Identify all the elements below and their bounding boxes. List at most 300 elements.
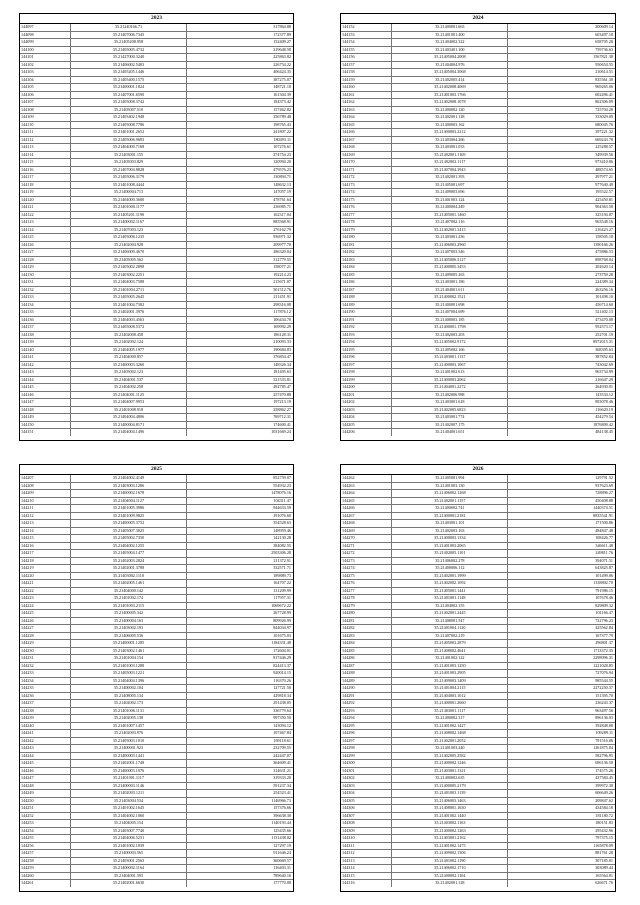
row-amount-cell: 162317.04	[273, 211, 291, 217]
row-id-cell: 144143	[20, 369, 71, 376]
row-amount-cell: 147057.19	[273, 189, 291, 194]
row-amount-cell: 797375.15	[595, 835, 613, 840]
row-id-cell: 144105	[20, 84, 71, 91]
row-id-cell: 144123	[20, 219, 71, 226]
row-id-cell: 144102	[20, 62, 71, 69]
row-code-cell: 35.21400002.317	[392, 715, 508, 722]
row-id-cell: 144127	[20, 249, 71, 256]
row-amount-cell: 817446.29	[273, 655, 291, 660]
row-code-cell: 35.21403001.618	[392, 399, 508, 406]
row-id-cell: 144294	[341, 715, 392, 722]
row-id-cell: 144224	[20, 603, 71, 610]
row-amount-cell: 152409.27	[273, 39, 291, 44]
row-id-cell: 144291	[341, 693, 392, 700]
table-row	[341, 129, 615, 137]
table-row	[20, 715, 293, 723]
row-id-cell: 144283	[341, 633, 392, 640]
row-id-cell: 144225	[20, 610, 71, 617]
table-body	[20, 24, 293, 436]
table-row	[20, 324, 293, 332]
table-row	[341, 483, 615, 491]
table-row	[341, 242, 615, 250]
table-row	[20, 843, 293, 851]
table-row	[20, 550, 293, 558]
table-row	[341, 708, 615, 716]
table-row	[20, 790, 293, 798]
row-code-cell: 35.21400003.2212	[392, 129, 508, 136]
row-amount-cell: 101499.06	[595, 572, 613, 578]
table-row	[20, 558, 293, 566]
row-code-cell: 35.21405005.562	[71, 257, 187, 264]
row-code-cell: 35.21404001.651	[392, 429, 508, 436]
table-row	[341, 167, 615, 175]
table-row	[20, 414, 293, 422]
table-row	[341, 880, 615, 887]
row-amount-cell: 397221.32	[595, 129, 613, 134]
table-2023	[19, 13, 294, 441]
row-id-cell: 144315	[341, 873, 392, 880]
table-row	[341, 850, 615, 858]
row-amount-cell: 332571.71	[273, 565, 291, 570]
table-row	[341, 347, 615, 355]
row-code-cell: 35.21403001.033	[392, 144, 508, 151]
row-id-cell: 144100	[20, 47, 71, 54]
row-amount-cell: 148959.46	[273, 527, 291, 533]
row-amount-cell: 174575.26	[595, 767, 613, 773]
row-id-cell: 144244	[20, 753, 71, 760]
row-amount-cell: 180151.83	[595, 820, 613, 825]
table-row	[20, 92, 293, 100]
row-code-cell: 35.21401003.2905	[392, 670, 508, 677]
row-code-cell: 35.21400004.249	[392, 204, 508, 211]
row-id-cell: 144117	[20, 174, 71, 181]
row-code-cell: 35.21408005.134	[71, 693, 187, 700]
row-id-cell: 144121	[20, 204, 71, 211]
row-code-cell: 35.21402001.1748	[71, 760, 187, 767]
row-code-cell: 35.21404000.142	[71, 588, 187, 595]
row-code-cell: 35.21403001.101	[392, 520, 508, 527]
table-row	[20, 580, 293, 588]
table-row	[20, 189, 293, 197]
row-code-cell: 35.21402007.175	[392, 422, 508, 429]
row-id-cell: 144228	[20, 633, 71, 640]
row-code-cell: 35.21401003.1766	[392, 92, 508, 99]
table-row	[20, 294, 293, 302]
row-amount-cell: 501512.76	[273, 286, 291, 292]
row-code-cell: 35.21405001.994	[392, 475, 508, 482]
row-id-cell: 144288	[341, 670, 392, 677]
table-row	[341, 625, 615, 633]
row-amount-cell: 904363.58	[595, 204, 613, 209]
row-code-cell: 35.21405003.1221	[71, 670, 187, 677]
row-id-cell: 144296	[341, 730, 392, 737]
row-id-cell: 144137	[20, 324, 71, 331]
row-code-cell: 35.21401003.130	[392, 483, 508, 490]
row-code-cell: 35.21402001.1157	[392, 498, 508, 505]
table-row	[20, 339, 293, 347]
row-amount-cell: 454279.54	[595, 414, 613, 419]
row-id-cell: 144118	[20, 182, 71, 189]
row-id-cell: 144281	[341, 618, 392, 625]
row-id-cell: 144284	[341, 640, 392, 647]
table-row	[20, 505, 293, 513]
row-code-cell: 35.21402001.3976	[71, 309, 187, 316]
table-row	[20, 407, 293, 415]
row-id-cell: 144230	[20, 648, 71, 655]
row-amount-cell: 364609.41	[273, 760, 291, 765]
row-code-cell: 35.21405208.958	[71, 39, 187, 46]
row-id-cell: 144297	[341, 738, 392, 745]
row-amount-cell: 291438.05	[273, 700, 291, 705]
table-row	[341, 54, 615, 62]
row-id-cell: 144213	[20, 520, 71, 527]
row-amount-cell: 195522.57	[595, 189, 613, 194]
row-code-cell: 35.21405001.1460	[392, 212, 508, 219]
table-row	[341, 685, 615, 693]
row-id-cell: 144157	[341, 62, 392, 69]
row-code-cell: 35.21400002.1167	[71, 219, 187, 226]
table-row	[20, 197, 293, 205]
row-code-cell: 35.21400004.163	[71, 618, 187, 625]
row-code-cell: 35.21402005.138	[71, 715, 187, 722]
row-amount-cell: 211451.91	[273, 294, 291, 299]
table-row	[341, 835, 615, 843]
table-title: 2025	[20, 465, 293, 475]
row-amount-cell: 669243.78	[595, 136, 613, 142]
row-id-cell: 144161	[341, 92, 392, 99]
table-row	[20, 528, 293, 536]
row-amount-cell: 824413.37	[273, 662, 291, 668]
row-code-cell: 35.21405002.123	[71, 369, 187, 376]
row-code-cell: 35.21402001.3788	[71, 565, 187, 572]
row-id-cell: 144136	[20, 317, 71, 324]
row-code-cell: 35.21400003.1076	[71, 768, 187, 775]
row-id-cell: 144310	[341, 835, 392, 842]
row-amount-cell: 148326.34	[273, 361, 291, 367]
row-amount-cell: 109289.11	[595, 730, 613, 735]
row-id-cell: 144165	[341, 122, 392, 129]
row-amount-cell: 125435.66	[273, 827, 291, 833]
table-row	[20, 535, 293, 543]
row-id-cell: 144262	[341, 475, 392, 482]
row-amount-cell: 297977.21	[595, 174, 613, 179]
row-amount-cell: 172377.89	[273, 31, 291, 37]
row-code-cell: 35.21408001.547	[392, 618, 508, 625]
row-code-cell: 35.21401008.918	[71, 407, 187, 414]
row-id-cell: 144106	[20, 92, 71, 99]
table-row	[20, 47, 293, 55]
row-amount-cell: 360669.57	[273, 857, 291, 863]
row-code-cell: 35.21407004.8828	[71, 167, 187, 174]
row-id-cell: 144179	[341, 227, 392, 234]
row-code-cell: 35.21400003.1146	[71, 783, 187, 790]
row-code-cell: 35.21405006.3127	[392, 257, 508, 264]
table-row	[341, 805, 615, 813]
row-id-cell: 144264	[341, 490, 392, 497]
row-amount-cell: 603497.18	[595, 31, 613, 37]
table-body	[341, 475, 615, 887]
table-row	[20, 708, 293, 716]
table-row	[20, 603, 293, 611]
row-id-cell: 144307	[341, 813, 392, 820]
row-id-cell: 144199	[341, 377, 392, 384]
table-row	[341, 294, 615, 302]
table-row	[341, 47, 615, 55]
row-amount-cell: 8972015.31	[593, 339, 613, 344]
table-row	[341, 257, 615, 265]
row-amount-cell: 263256.16	[595, 286, 613, 292]
row-id-cell: 144178	[341, 219, 392, 226]
row-code-cell: 35.21400002.104	[71, 685, 187, 692]
row-id-cell: 144203	[341, 407, 392, 414]
row-id-cell: 144220	[20, 573, 71, 580]
row-code-cell: 35.21401004.7382	[71, 302, 187, 309]
row-amount-cell: 368395.63	[595, 346, 613, 352]
row-code-cell: 35.21400002.1521	[392, 294, 508, 301]
row-id-cell: 144141	[20, 354, 71, 361]
row-id-cell: 144188	[341, 294, 392, 301]
table-row	[20, 625, 293, 633]
row-amount-cell: 1140193.44	[271, 820, 291, 825]
row-code-cell: 35.21406002.278	[392, 558, 508, 565]
row-code-cell: 35.21401007.1457	[71, 723, 187, 730]
row-code-cell: 35.21401003.1250	[392, 663, 508, 670]
row-code-cell: 35.21401001.1148	[392, 595, 508, 602]
table-row	[341, 873, 615, 881]
row-id-cell: 144293	[341, 708, 392, 715]
row-amount-cell: 157376.66	[273, 805, 291, 810]
row-id-cell: 144133	[20, 294, 71, 301]
table-row	[341, 182, 615, 190]
row-id-cell: 144145	[20, 384, 71, 391]
row-code-cell: 35.21409005.263	[392, 272, 508, 279]
row-id-cell: 144182	[341, 249, 392, 256]
row-id-cell: 144304	[341, 790, 392, 797]
row-id-cell: 144129	[20, 264, 71, 271]
row-amount-cell: 1713372.35	[593, 647, 613, 653]
row-id-cell: 144116	[20, 167, 71, 174]
row-code-cell: 35.21405002.2898	[71, 264, 187, 271]
table-row	[20, 693, 293, 701]
row-code-cell: 35.21404004.976	[392, 62, 508, 69]
row-amount-cell: 582796.95	[595, 752, 613, 758]
row-id-cell: 144267	[341, 513, 392, 520]
table-row	[20, 137, 293, 145]
row-id-cell: 144173	[341, 182, 392, 189]
row-id-cell: 144186	[341, 279, 392, 286]
table-title: 2026	[341, 465, 615, 475]
row-amount-cell: 116403.31	[273, 865, 291, 870]
table-body	[20, 475, 293, 887]
row-amount-cell: 1390166.26	[593, 241, 613, 247]
row-code-cell: 35.21401003.1139	[392, 790, 508, 797]
row-code-cell: 35.21402001.393	[392, 174, 508, 181]
row-id-cell: 144204	[341, 414, 392, 421]
table-row	[20, 640, 293, 648]
row-amount-cell: 606649.26	[595, 790, 613, 795]
table-row	[20, 32, 293, 40]
row-code-cell: 35.21400002.635	[392, 775, 508, 782]
table-row	[20, 114, 293, 122]
row-code-cell: 35.21404001.537	[71, 377, 187, 384]
row-amount-cell: 267728.99	[273, 610, 291, 615]
row-id-cell: 144287	[341, 663, 392, 670]
row-id-cell: 144249	[20, 790, 71, 797]
table-row	[341, 543, 615, 551]
row-amount-cell: 151395.70	[595, 692, 613, 698]
table-row	[341, 745, 615, 753]
row-amount-cell: 197213.19	[273, 399, 291, 404]
table-row	[341, 377, 615, 385]
row-id-cell: 144309	[341, 828, 392, 835]
table-row	[341, 693, 615, 701]
row-id-cell: 144211	[20, 505, 71, 512]
row-id-cell: 144176	[341, 204, 392, 211]
row-id-cell: 144197	[341, 362, 392, 369]
row-amount-cell: 177770.08	[273, 880, 291, 885]
row-code-cell: 35.21402008.4069	[392, 84, 508, 91]
row-code-cell: 35.21400002.1678	[71, 490, 187, 497]
row-code-cell: 35.21240166.71	[71, 24, 187, 31]
table-row	[341, 535, 615, 543]
row-amount-cell: 1567821.38	[593, 54, 613, 59]
row-code-cell: 35.21402005.414	[392, 77, 508, 84]
row-amount-cell: 944633.59	[273, 505, 291, 510]
row-code-cell: 35.21404002.155	[392, 603, 508, 610]
row-id-cell: 144101	[20, 54, 71, 61]
row-amount-cell: 142130.28	[273, 535, 291, 540]
row-amount-cell: 658705.28	[595, 39, 613, 44]
table-row	[20, 745, 293, 753]
table-row	[20, 84, 293, 92]
row-amount-cell: 131209.99	[273, 587, 291, 593]
row-amount-cell: 241807.22	[273, 129, 291, 134]
row-id-cell: 144160	[341, 84, 392, 91]
row-code-cell: 35.21400003.1334	[392, 535, 508, 542]
table-row	[341, 565, 615, 573]
row-code-cell: 35.21405004.1477	[71, 550, 187, 557]
table-row	[20, 227, 293, 235]
row-id-cell: 144110	[20, 122, 71, 129]
row-id-cell: 144261	[20, 880, 71, 887]
row-id-cell: 144260	[20, 873, 71, 880]
row-code-cell: 35.21400002.1263	[392, 828, 508, 835]
table-row	[341, 429, 615, 436]
table-row	[20, 498, 293, 506]
row-amount-cell: 225863.82	[273, 54, 291, 59]
row-amount-cell: 8835541.91	[593, 512, 613, 518]
row-id-cell: 144241	[20, 730, 71, 737]
row-amount-cell: 394071.51	[595, 557, 613, 563]
row-id-cell: 144282	[341, 625, 392, 632]
row-code-cell: 35.21401001.2652	[71, 129, 187, 136]
row-id-cell: 144252	[20, 813, 71, 820]
row-code-cell: 35.21401002.174	[71, 595, 187, 602]
row-code-cell: 35.21402002.1117	[392, 159, 508, 166]
row-id-cell: 144285	[341, 648, 392, 655]
table-row	[341, 790, 615, 798]
row-code-cell: 35.21405006.1235	[71, 234, 187, 241]
row-amount-cell: 257470.88	[273, 391, 291, 397]
row-amount-cell: 200609.14	[595, 24, 613, 29]
table-row	[341, 655, 615, 663]
row-code-cell: 35.21402005.2582	[392, 753, 508, 760]
table-row	[20, 309, 293, 317]
row-amount-cell: 274754.23	[273, 151, 291, 157]
row-id-cell: 144272	[341, 550, 392, 557]
row-code-cell: 35.21404003.1012	[392, 693, 508, 700]
row-amount-cell: 224389.34	[595, 279, 613, 284]
row-amount-cell: 473470.08	[595, 316, 613, 322]
row-id-cell: 144175	[341, 197, 392, 204]
table-row	[20, 279, 293, 287]
row-id-cell: 144163	[341, 107, 392, 114]
row-id-cell: 144274	[341, 565, 392, 572]
table-row	[341, 715, 615, 723]
row-amount-cell: 117957.31	[273, 595, 291, 600]
row-code-cell: 35.21403001.1137	[392, 354, 508, 361]
row-id-cell: 144198	[341, 369, 392, 376]
row-code-cell: 35.21408002.1468	[392, 730, 508, 737]
row-amount-cell: 696136.50	[595, 760, 613, 765]
row-id-cell: 144142	[20, 362, 71, 369]
row-code-cell: 35.21401003.2065	[392, 543, 508, 550]
row-id-cell: 144124	[20, 227, 71, 234]
table-row	[341, 324, 615, 332]
table-row	[20, 369, 293, 377]
row-amount-cell: 116620.19	[595, 406, 613, 412]
row-code-cell: 35.21403001.186	[392, 279, 508, 286]
row-code-cell: 35.21401009.9825	[71, 513, 187, 520]
row-amount-cell: 198765.43	[273, 121, 291, 127]
row-id-cell: 144237	[20, 700, 71, 707]
table-row	[20, 678, 293, 686]
row-id-cell: 144218	[20, 558, 71, 565]
table-row	[341, 219, 615, 227]
row-amount-cell: 312779.55	[273, 256, 291, 262]
row-amount-cell: 829809.32	[595, 602, 613, 608]
row-amount-cell: 298316.08	[273, 301, 291, 307]
row-amount-cell: 148721.10	[273, 84, 291, 89]
table-row	[20, 588, 293, 596]
row-id-cell: 144147	[20, 399, 71, 406]
row-amount-cell: 184373.42	[273, 99, 291, 104]
row-code-cell: 35.21403401.100	[392, 47, 508, 54]
table-row	[341, 858, 615, 866]
row-amount-cell: 295432.96	[595, 827, 613, 833]
row-amount-cell: 1440374.51	[593, 505, 613, 510]
table-row	[20, 768, 293, 776]
row-code-cell: 35.21403002.2251	[71, 272, 187, 279]
row-code-cell: 35.21401003.1288	[71, 663, 187, 670]
row-code-cell: 35.21404004.1496	[71, 429, 187, 436]
row-id-cell: 144311	[341, 843, 392, 850]
table-2026	[340, 464, 616, 892]
row-amount-cell: 1031669.24	[271, 429, 291, 434]
row-code-cell: 35.21401002.1475	[392, 843, 508, 850]
row-code-cell: 35.21407002.219	[392, 633, 508, 640]
row-amount-cell: 319333.20	[273, 775, 291, 780]
row-id-cell: 144151	[20, 429, 71, 436]
row-code-cell: 35.21403002.193	[71, 625, 187, 632]
table-row	[20, 513, 293, 521]
row-code-cell: 35.21402001.2052	[392, 738, 508, 745]
row-amount-cell: 252701.19	[595, 331, 613, 337]
row-amount-cell: 307185.01	[595, 857, 613, 863]
row-id-cell: 144266	[341, 505, 392, 512]
row-amount-cell: 492785.47	[273, 384, 291, 389]
table-row	[20, 760, 293, 768]
